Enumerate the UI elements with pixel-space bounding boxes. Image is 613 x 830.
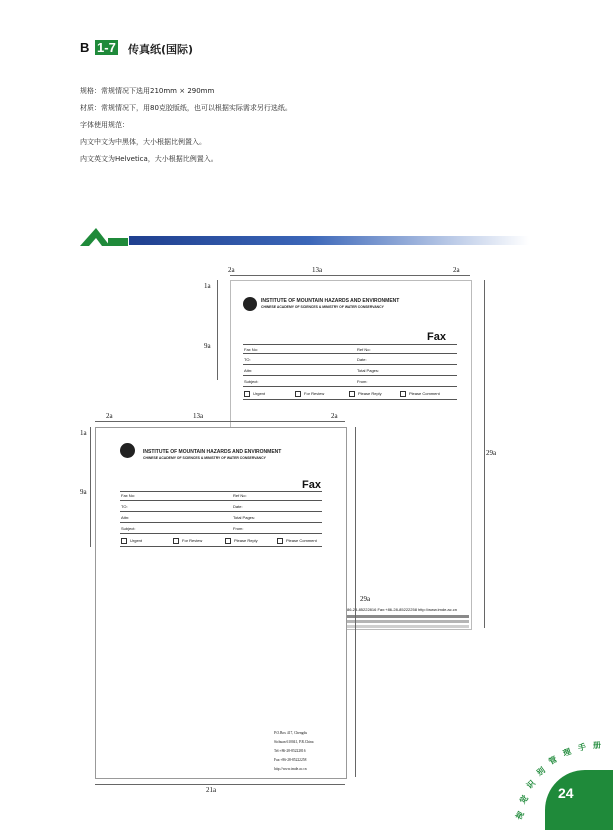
field-total-pages: Total Pages: bbox=[233, 515, 256, 520]
checkbox-comment: Please Comment bbox=[400, 391, 440, 397]
checkbox-review: For Review bbox=[295, 391, 324, 397]
field-date: Date: bbox=[357, 357, 367, 362]
spec-font-chinese: 内文中文为中黑体，大小根据比例置入。 bbox=[80, 138, 206, 146]
field-subject: Subject: bbox=[244, 379, 259, 384]
field-to: TO: bbox=[244, 357, 251, 362]
address-line: Sichuan 610041, P.R.China bbox=[274, 740, 314, 744]
institute-ministry: CHINESE ACADEMY OF SCIENCES & MINISTRY OF WATER CONSERVANCY bbox=[143, 456, 266, 460]
field-attn: Attn: bbox=[121, 515, 130, 520]
slogan-char: 觉 bbox=[517, 793, 531, 806]
field-fax-no: Fax No: bbox=[121, 493, 136, 498]
checkbox-comment: Please Comment bbox=[277, 538, 317, 544]
section-number: 1-7 bbox=[97, 40, 116, 55]
slogan-char: 理 bbox=[561, 746, 573, 759]
field-from: From: bbox=[357, 379, 368, 384]
dim-label: 13a bbox=[312, 266, 323, 274]
spec-font-english: 内文英文为Helvetica，大小根据比例置入。 bbox=[80, 155, 218, 163]
section-letter: B bbox=[80, 40, 91, 55]
dim-label: 9a bbox=[204, 342, 211, 350]
slogan-char: 视 bbox=[514, 809, 526, 822]
slogan-char: 手 bbox=[577, 742, 587, 753]
institute-ministry: CHINESE ACADEMY OF SCIENCES & MINISTRY OF WATER CONSERVANCY bbox=[261, 305, 384, 309]
field-ref-no: Ref No: bbox=[233, 493, 247, 498]
dim-label: 21a bbox=[206, 786, 217, 794]
field-fax-no: Fax No: bbox=[244, 347, 259, 352]
checkbox-review: For Review bbox=[173, 538, 202, 544]
dim-label: 29a bbox=[486, 449, 497, 457]
spec-size: 规格：常规情况下选用210mm × 290mm bbox=[80, 87, 215, 95]
field-ref-no: Ref No: bbox=[357, 347, 371, 352]
page-title: 传真纸(国际) bbox=[128, 43, 194, 56]
field-from: From: bbox=[233, 526, 244, 531]
spec-material: 材质：常规情况下，用80克胶版纸，也可以根据实际需求另行选纸。 bbox=[80, 104, 292, 112]
checkbox-urgent: Urgent bbox=[121, 538, 142, 544]
dim-label: 13a bbox=[193, 412, 204, 420]
institute-name: INSTITUTE OF MOUNTAIN HAZARDS AND ENVIRONMENT bbox=[143, 449, 282, 455]
slogan-char: 识 bbox=[524, 778, 538, 791]
dim-label: 2a bbox=[106, 412, 113, 420]
spec-font-heading: 字体使用规范： bbox=[80, 121, 129, 129]
institute-name: INSTITUTE OF MOUNTAIN HAZARDS AND ENVIRONMENT bbox=[261, 298, 400, 304]
dim-label: 29a bbox=[360, 595, 371, 603]
checkbox-reply: Please Reply bbox=[225, 538, 258, 544]
dim-label: 9a bbox=[80, 488, 87, 496]
address-line: P.O.Box 417, Chengdu bbox=[274, 731, 308, 735]
address-line: http://www.imde.ac.cn bbox=[274, 767, 307, 771]
address-line: Fax:+86-28-85222258 bbox=[274, 758, 307, 762]
page-number: 24 bbox=[558, 785, 574, 801]
slogan-char: 别 bbox=[535, 765, 547, 778]
dim-label: 1a bbox=[80, 429, 87, 437]
slogan-char: 册 bbox=[592, 740, 602, 751]
field-subject: Subject: bbox=[121, 526, 136, 531]
dim-label: 2a bbox=[331, 412, 338, 420]
field-total-pages: Total Pages: bbox=[357, 368, 380, 373]
footer-contact: 86-28-85222816 Fax:+86-28-85222258 http://www.imde.ac.cn bbox=[347, 607, 457, 612]
dim-label: 1a bbox=[204, 282, 211, 290]
slogan-char: 管 bbox=[547, 754, 559, 767]
field-date: Date: bbox=[233, 504, 243, 509]
field-attn: Attn: bbox=[244, 368, 253, 373]
field-to: TO: bbox=[121, 504, 128, 509]
fax-title: Fax bbox=[302, 479, 321, 491]
address-line: Tel:+86-28-85222816 bbox=[274, 749, 306, 753]
checkbox-urgent: Urgent bbox=[244, 391, 265, 397]
dim-label: 2a bbox=[453, 266, 460, 274]
dim-label: 2a bbox=[228, 266, 235, 274]
checkbox-reply: Please Reply bbox=[349, 391, 382, 397]
fax-title: Fax bbox=[427, 331, 446, 343]
